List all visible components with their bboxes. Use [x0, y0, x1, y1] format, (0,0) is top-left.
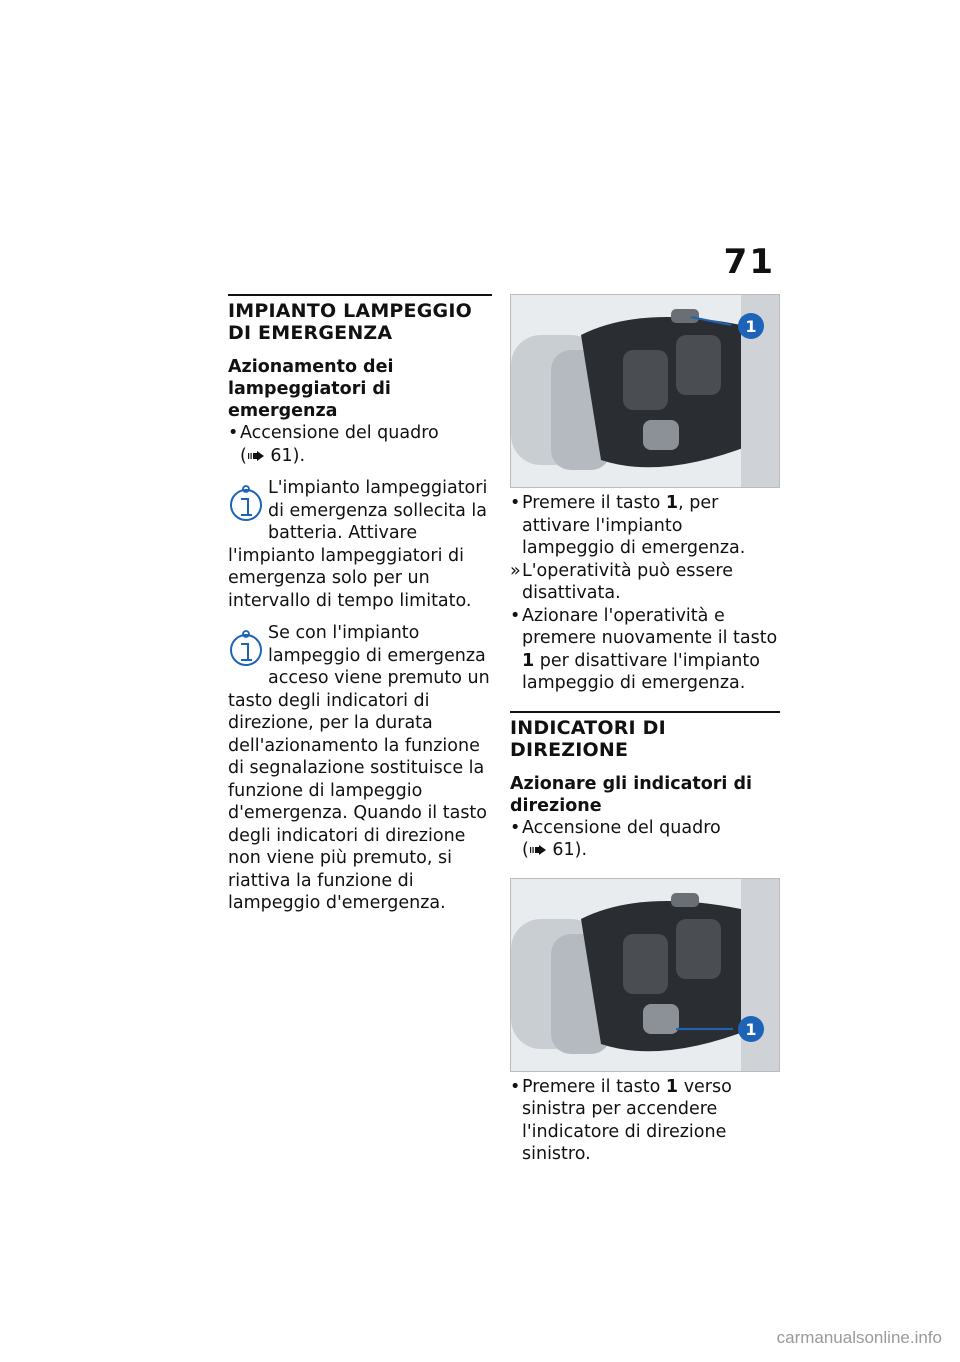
page-ref-arrow-icon	[247, 450, 265, 462]
result-marker: »	[510, 560, 521, 581]
step-press-hazard: • Premere il tasto 1, per attivare l'impianto lampeggio di emergenza.	[510, 493, 746, 558]
step-press-left-signal: • Premere il tasto 1 verso sinistra per accendere l'indicatore di direzione sinistro.	[510, 1076, 732, 1164]
bullet-marker: •	[228, 423, 239, 443]
right-column	[510, 294, 780, 1166]
info-note-battery: L'impianto lampeggiatori di emergenza sollecita la batteria. Attivare l'impianto lampeggiatori di emergenza solo per un intervallo di tempo limitato.	[228, 478, 488, 611]
page-ref-link[interactable]: 61).	[552, 840, 588, 860]
info-icon	[228, 481, 264, 525]
bullet-marker: •	[510, 1076, 521, 1097]
info-note-turn-signal: Se con l'impianto lampeggio di emergenza acceso viene premuto un tasto degli indicatori di direzione, per la durata dell'azionamento la funzione di segnalazione sostituisce la funzione di lampeggio d'emergenza. Quando il tasto degli indicatori di direzione non viene più premuto, si riattiva la funzione di lampeggio d'emergenza.	[228, 623, 490, 913]
figure-turn-signal-switch	[510, 878, 780, 1072]
bullet-marker: •	[510, 493, 521, 513]
callout-label: 1	[745, 1019, 757, 1039]
watermark: carmanualsonline.info	[776, 1328, 942, 1347]
callout-label: 1	[745, 317, 757, 336]
section-rule	[228, 294, 492, 296]
key-ref: 1	[522, 650, 535, 671]
page-number: 71	[723, 242, 775, 282]
step-ignition-on: • Accensione del quadro ( 61).	[510, 817, 721, 860]
step-ignition-on: • Accensione del quadro ( 61).	[228, 423, 439, 466]
handlebar-switch-illustration	[511, 295, 779, 487]
section-rule	[510, 711, 780, 713]
section-heading-turn-signals: INDICATORI DI DIREZIONE	[510, 716, 666, 761]
figure-hazard-switch	[510, 294, 780, 488]
info-icon	[228, 626, 264, 670]
subheading-turn-signals: Azionare gli indicatori di direzione	[510, 773, 753, 816]
key-ref: 1	[665, 493, 679, 513]
subheading-hazard: Azionamento dei lampeggiatori di emergenza	[228, 357, 394, 421]
result-deactivate: » L'operatività può essere disattivata.	[510, 560, 733, 603]
step-deactivate-hazard: • Azionare l'operatività e premere nuovamente il tasto 1 per disattivare l'impianto lampeggio di emergenza.	[510, 605, 778, 693]
page-ref-arrow-icon	[529, 844, 547, 856]
section-heading-hazard: IMPIANTO LAMPEGGIO DI EMERGENZA	[228, 300, 472, 344]
bullet-marker: •	[510, 817, 521, 838]
left-column	[228, 294, 492, 915]
bullet-marker: •	[510, 605, 521, 626]
handlebar-switch-illustration	[511, 879, 779, 1071]
page-ref-link[interactable]: 61).	[270, 445, 306, 466]
key-ref: 1	[665, 1076, 679, 1097]
